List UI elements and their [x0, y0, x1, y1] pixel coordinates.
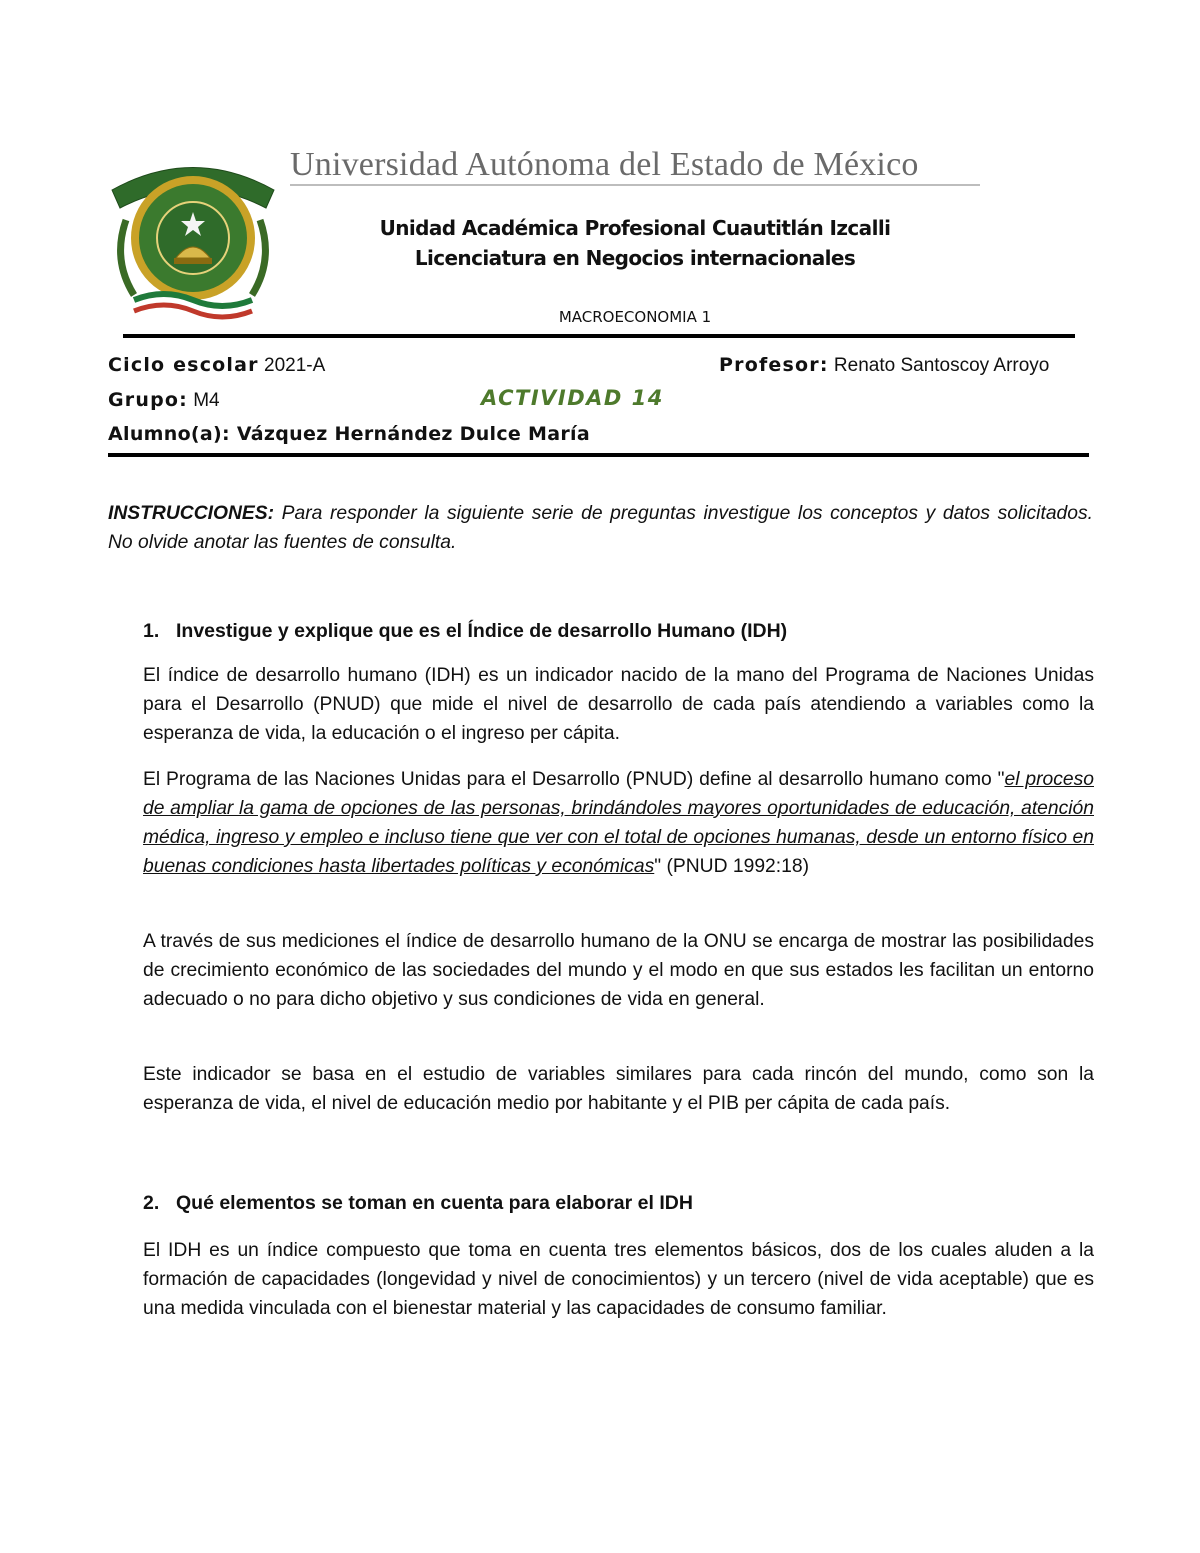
instructions-label: INSTRUCCIONES: [108, 503, 275, 524]
student [108, 423, 590, 446]
group-value: M4 [187, 390, 220, 411]
school-cycle-value: 2021-A [258, 355, 326, 376]
answer-1-quote-citation: " (PNUD 1992:18) [654, 856, 809, 877]
degree-program: Licenciatura en Negocios internacionales [414, 246, 856, 270]
answer-2-paragraph-1: El IDH es un índice compuesto que toma en cuenta tres elementos básicos, dos de los cuales aluden a la formación de capacidades (longevidad y nivel de conocimientos) y un tercero (nivel de vida aceptable) que es una medida vinculada con el bienestar material y las capacidades de consumo familiar. [143, 1240, 1094, 1319]
answer-1-paragraph-4: Este indicador se basa en el estudio de variables similares para cada rincón del mundo, como son la esperanza de vida, el nivel de educación medio por habitante y el PIB per cápita de cada país. [143, 1064, 1094, 1114]
answer-1-quote: el proceso de ampliar la gama de opciones de las personas, brindándoles mayores oportunidades de educación, atención médica, ingreso y empleo e incluso tiene que ver con el total de opciones humanas, desde un entorno físico en buenas condiciones hasta libertades políticas y económicas [143, 769, 1094, 877]
instructions [108, 499, 1093, 557]
group [108, 389, 220, 412]
header-rule-top [123, 334, 1075, 338]
question-2-title: Qué elementos se toman en cuenta para elaborar el IDH [176, 1192, 693, 1214]
school-cycle [108, 354, 325, 377]
university-name-underline [290, 184, 980, 186]
professor [719, 354, 1049, 377]
question-1-title: Investigue y explique que es el Índice de desarrollo Humano (IDH) [176, 620, 788, 642]
question-1-heading [143, 620, 787, 643]
academic-unit: Unidad Académica Profesional Cuautitlán Izcalli [379, 216, 891, 240]
university-seal-logo [104, 150, 282, 320]
answer-1-paragraph-1: El índice de desarrollo humano (IDH) es un indicador nacido de la mano del Programa de Naciones Unidas para el Desarrollo (PNUD) que mide el nivel de desarrollo de cada país atendiendo a variables como la esperanza de vida, la educación o el ingreso per cápita. [143, 665, 1094, 744]
answer-1-paragraph-2 [143, 765, 1094, 881]
question-2-number: 2. [143, 1192, 160, 1214]
question-2-heading [143, 1192, 693, 1215]
subject-title: MACROECONOMIA 1 [558, 308, 712, 326]
answer-1-paragraph-3: A través de sus mediciones el índice de desarrollo humano de la ONU se encarga de mostrar las posibilidades de crecimiento económico de las sociedades del mundo y el modo en que sus estados les facilitan un entorno adecuado o no para dicho objetivo y sus condiciones de vida en general. [143, 931, 1094, 1010]
header-rule-bottom [108, 453, 1089, 457]
professor-name: Renato Santoscoy Arroyo [828, 355, 1050, 376]
student-label: Alumno(a): [108, 423, 230, 445]
professor-label: Profesor: [719, 354, 829, 376]
school-cycle-label: Ciclo escolar [108, 354, 259, 376]
question-1-number: 1. [143, 620, 160, 642]
answer-1-quote-intro: El Programa de las Naciones Unidas para el Desarrollo (PNUD) define al desarrollo humano como " [143, 769, 1005, 790]
activity-title: ACTIVIDAD 14 [481, 386, 664, 410]
university-name: Universidad Autónoma del Estado de México [290, 146, 919, 183]
group-label: Grupo: [108, 389, 188, 411]
instructions-text: Para responder la siguiente serie de preguntas investigue los conceptos y datos solicitados. No olvide anotar las fuentes de consulta. [108, 503, 1093, 553]
student-name: Vázquez Hernández Dulce María [229, 423, 590, 445]
